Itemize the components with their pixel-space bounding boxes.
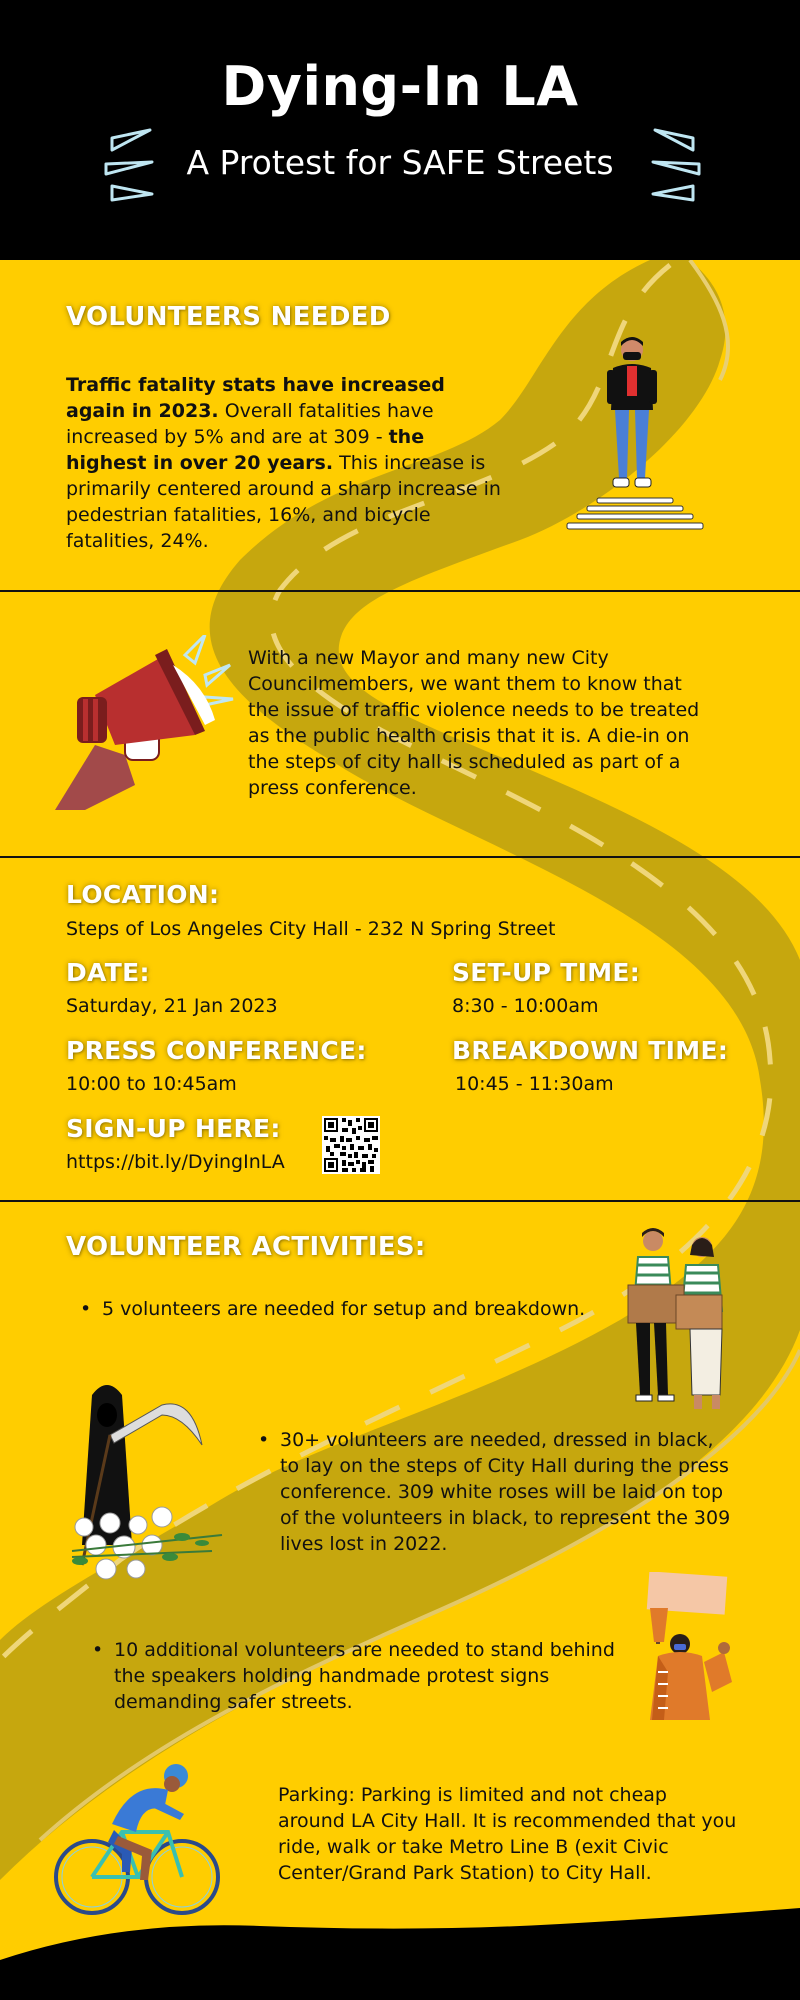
fatality-stats-text-1: Overall fatalities have increased by 5% and are at 309 - bbox=[66, 400, 434, 448]
breakdown-time-label: BREAKDOWN TIME: bbox=[452, 1036, 729, 1065]
setup-time-label: SET-UP TIME: bbox=[452, 958, 641, 987]
header bbox=[0, 0, 800, 260]
section-divider bbox=[0, 856, 800, 858]
page-title: Dying-In LA bbox=[221, 55, 579, 118]
breakdown-time-value: 10:45 - 11:30am bbox=[455, 1073, 614, 1095]
spark-right-icon bbox=[645, 128, 705, 204]
signup-label: SIGN-UP HERE: bbox=[66, 1114, 281, 1143]
fatality-stats-bold-2: the highest in over 20 years. bbox=[66, 426, 425, 474]
date-value: Saturday, 21 Jan 2023 bbox=[66, 995, 278, 1017]
fatality-stats-text-2: This increase is primarily centered around a sharp increase in pedestrian fatalities, 16%, and bicycle fatalities, 24%. bbox=[66, 452, 501, 552]
megaphone-icon bbox=[55, 635, 240, 815]
volunteers-needed-heading: VOLUNTEERS NEEDED bbox=[66, 302, 391, 332]
activity-list-item: • 10 additional volunteers are needed to stand behind the speakers holding handmade protest signs demanding safer streets. bbox=[92, 1637, 622, 1715]
activity-list-item: • 5 volunteers are needed for setup and breakdown. bbox=[80, 1296, 620, 1322]
location-label: LOCATION: bbox=[66, 880, 220, 909]
page-subtitle: A Protest for SAFE Streets bbox=[186, 143, 614, 182]
date-label: DATE: bbox=[66, 958, 150, 987]
volunteer-activities-heading: VOLUNTEER ACTIVITIES: bbox=[66, 1232, 426, 1262]
fatality-stats-paragraph bbox=[66, 372, 506, 554]
setup-time-value: 8:30 - 10:00am bbox=[452, 995, 599, 1017]
box-carriers-illustration bbox=[620, 1225, 740, 1417]
pedestrian-illustration bbox=[535, 330, 735, 535]
protester-sign-illustration bbox=[628, 1572, 738, 1720]
mayor-paragraph: With a new Mayor and many new City Councilmembers, we want them to know that the issue of traffic violence needs to be treated as the public health crisis that it is. A die-in on the steps of city hall is scheduled as part of a press conference. bbox=[248, 647, 700, 799]
activity-list-item: • 30+ volunteers are needed, dressed in black, to lay on the steps of City Hall during the press conference. 309 white roses will be laid on top of the volunteers in black, to represent the 309 lives lost in 2022. bbox=[258, 1427, 734, 1557]
footer-wave bbox=[0, 1900, 800, 2000]
signup-link[interactable]: https://bit.ly/DyingInLA bbox=[66, 1151, 285, 1173]
fatality-stats-bold-1: Traffic fatality stats have increased again in 2023. bbox=[66, 374, 445, 422]
grim-reaper-illustration bbox=[62, 1375, 232, 1600]
section-divider bbox=[0, 590, 800, 592]
section-divider bbox=[0, 1200, 800, 1202]
press-conference-value: 10:00 to 10:45am bbox=[66, 1073, 237, 1095]
press-conference-label: PRESS CONFERENCE: bbox=[66, 1036, 367, 1065]
location-value: Steps of Los Angeles City Hall - 232 N Spring Street bbox=[66, 918, 556, 940]
parking-paragraph: Parking: Parking is limited and not cheap around LA City Hall. It is recommended that you ride, walk or take Metro Line B (exit Civic Center/Grand Park Station) to City Hall. bbox=[278, 1784, 737, 1884]
qr-code[interactable] bbox=[322, 1116, 380, 1174]
cyclist-illustration bbox=[52, 1752, 227, 1922]
